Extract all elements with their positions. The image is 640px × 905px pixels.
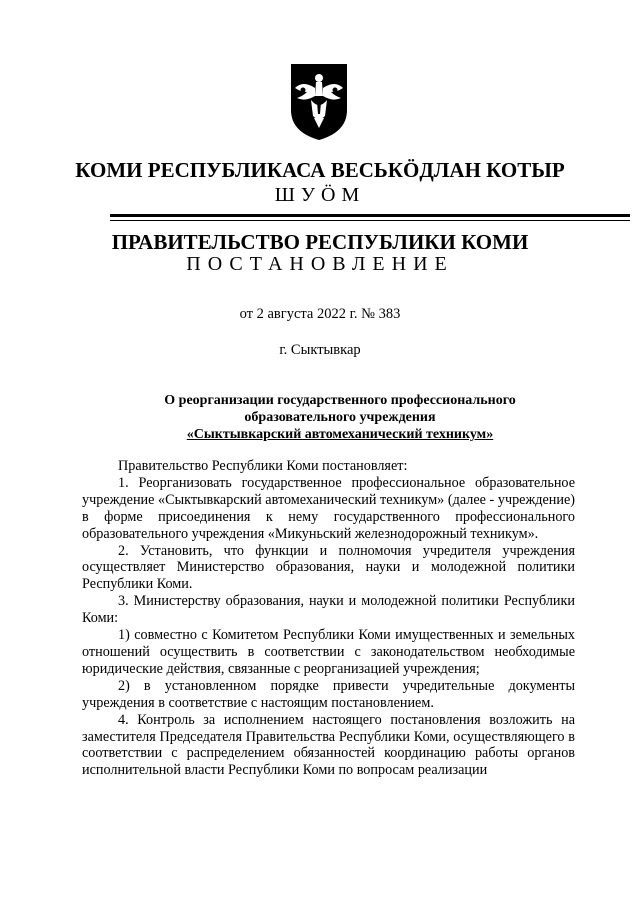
komi-government-title: КОМИ РЕСПУБЛИКАСА ВЕСЬКӦДЛАН КОТЫР (75, 158, 565, 182)
body-paragraph-intro: Правительство Республики Коми постановляет: (118, 458, 408, 474)
body-paragraph-1: 1. Реорганизовать государственное профессиональное образовательное учреждение «Сыктывкарский автомеханический техникум» (далее - учреждение) в форме присоединения к нему государственного профессионального образовательного учреждения «Микуньский железнодорожный техникум». (82, 474, 575, 542)
decree-title-line-2: образовательного учреждения (244, 410, 436, 425)
body-paragraph-2: 2. Установить, что функции и полномочия учредителя учреждения осуществляет Министерство образования, науки и молодежной политики Республики Коми. (82, 542, 575, 593)
header-divider-thin (110, 220, 630, 221)
russian-government-title: ПРАВИТЕЛЬСТВО РЕСПУБЛИКИ КОМИ (111, 230, 529, 254)
decree-body (82, 458, 575, 779)
decree-label: ПОСТАНОВЛЕНИЕ (186, 253, 454, 275)
body-paragraph-3-2: 2) в установленном порядке привести учредительные документы учреждения в соответствие с настоящим постановлением. (82, 677, 575, 711)
decree-title-line-3: «Сыктывкарский автомеханический техникум» (186, 427, 494, 442)
decree-title (0, 392, 640, 443)
header-divider-thick (110, 214, 630, 217)
body-paragraph-3-1: 1) совместно с Комитетом Республики Коми имущественных и земельных отношений осуществить в соответствии с законодательством необходимые юридические действия, связанные с реорганизацией учреждения; (82, 627, 575, 677)
decree-date-number: от 2 августа 2022 г. № 383 (239, 306, 401, 322)
decree-city: г. Сыктывкар (279, 342, 361, 358)
komi-decree-label: ШУӦМ (274, 184, 366, 206)
body-paragraph-4: 4. Контроль за исполнением настоящего постановления возложить на заместителя Председателя Правительства Республики Коми, осуществляющего в соответствии с распределением обязанностей координацию работы органов исполнительной власти Республики Коми по вопросам реализации (82, 711, 575, 779)
decree-title-line-1: О реорганизации государственного профессионального (164, 393, 516, 408)
komi-coat-of-arms-icon (287, 62, 351, 142)
body-paragraph-3: 3. Министерству образования, науки и молодежной политики Республики Коми: (82, 593, 575, 627)
